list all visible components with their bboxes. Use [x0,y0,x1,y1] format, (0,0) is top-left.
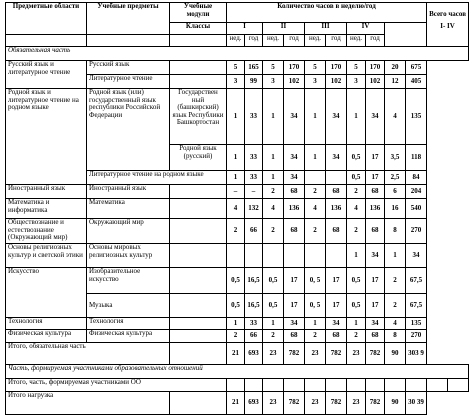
area-cell: Технология [6,318,87,330]
section-formed [6,365,469,379]
subject-cell: Родной язык (или) государственный язык республики Российской Федерации [87,89,170,171]
value-cell: 1 [263,89,284,145]
header-areas: Предметные области [6,3,87,35]
value-cell [284,244,305,268]
subject-cell: Иностранный язык [87,185,170,199]
value-cell: 16 [385,199,406,219]
value-cell: 23 [305,392,326,415]
value-cell: 136 [366,199,385,219]
value-cell: 3 [263,75,284,89]
value-cell [326,171,347,185]
value-cell: 34 [326,145,347,171]
subject-cell: Основы мировых религиозных культур [87,244,170,268]
area-cell: Итого, часть, формируемая участниками ОО [6,379,227,392]
value-cell: 34 [284,171,305,185]
value-cell: 1 [227,171,245,185]
value-cell: 102 [326,75,347,89]
value-cell: 1 [263,318,284,330]
value-cell: 1 [263,171,284,185]
value-cell: 2 [263,185,284,199]
table-row [6,268,469,294]
area-cell: Основы религиозных культур и светской этики [6,244,87,268]
value-cell: 90 [385,392,406,415]
header-total [427,3,469,47]
value-cell: 2 [385,268,406,294]
value-cell: 8 [385,219,406,244]
value-cell: 5 [227,61,245,75]
value-cell: 23 [305,343,326,365]
value-cell: 4 [305,199,326,219]
value-cell: 405 [406,75,427,89]
table-row [6,318,469,330]
value-cell: 17 [326,268,347,294]
value-cell: 0,5 [263,294,284,318]
value-cell: 20 [385,61,406,75]
value-cell: 693 [245,343,263,365]
header-classes: Классы [170,23,227,35]
value-cell: 16,5 [245,294,263,318]
value-cell: 34 [284,145,305,171]
value-cell: 0, 5 [305,294,326,318]
value-cell: 0,5 [227,294,245,318]
hdr-year-3: год [326,35,347,47]
value-cell: 23 [347,343,366,365]
value-cell: 3 [227,75,245,89]
value-cell: 2 [305,330,326,343]
value-cell: 2 [347,330,366,343]
value-cell: 1 [263,145,284,171]
subject-cell: Окружающий мир [87,219,170,244]
value-cell: 90 [385,343,406,365]
hdr-year-4: год [366,35,385,47]
module-cell: Родной язык (русский) [170,145,227,171]
value-cell: 782 [366,392,385,415]
value-cell: 3,5 [385,145,406,171]
value-cell: 165 [245,61,263,75]
area-cell: Искусство [6,268,87,318]
value-cell: 8 [385,330,406,343]
value-cell: 21 [227,343,245,365]
module-cell: Государствен ный (башкирский) язык Республики Башкортостан [170,89,227,145]
value-cell: 6 [385,185,406,199]
value-cell: 693 [245,392,263,415]
value-cell: 34 [406,244,427,268]
value-cell: 2,5 [385,171,406,185]
value-cell: 21 [227,392,245,415]
value-cell: 782 [326,343,347,365]
value-cell: 68 [284,185,305,199]
value-cell: 2 [385,294,406,318]
value-cell: 0,5 [227,268,245,294]
header-total-label: Всего часов [429,10,466,18]
subject-cell: Физическая культура [87,330,170,343]
value-cell: 5 [347,61,366,75]
hdr-week-4: нед. [347,35,366,47]
hdr-year-2: год [284,35,305,47]
value-cell: 2 [347,185,366,199]
table-row [6,330,469,343]
value-cell: 170 [326,61,347,75]
table-row [6,61,469,75]
table-row [6,379,469,392]
value-cell: 2 [347,219,366,244]
value-cell: 303 9 [406,343,427,365]
value-cell: 66 [245,330,263,343]
value-cell: 136 [326,199,347,219]
subject-cell: Изобразительное искусство [87,268,170,294]
value-cell: 68 [284,330,305,343]
value-cell: 132 [245,199,263,219]
table-row [6,219,469,244]
value-cell: 23 [263,392,284,415]
value-cell: 33 [245,145,263,171]
value-cell: 68 [366,185,385,199]
value-cell: 1 [347,244,366,268]
area-cell: Родной язык и литературное чтение на родном языке [6,89,87,185]
value-cell: 33 [245,89,263,145]
hdr-week-2: нед. [263,35,284,47]
header-grade-4: IV [347,23,385,35]
value-cell: – [227,185,245,199]
value-cell: 23 [263,343,284,365]
hdr-year-1: год [245,35,263,47]
value-cell: 1 [227,145,245,171]
header-total-range: I- IV [440,21,455,30]
value-cell: 102 [366,75,385,89]
value-cell: 2 [263,219,284,244]
value-cell: 67,5 [406,268,427,294]
value-cell: 33 [245,171,263,185]
value-cell: 170 [284,61,305,75]
value-cell [326,244,347,268]
section-mandatory [6,47,469,61]
value-cell: 68 [284,219,305,244]
value-cell [305,171,326,185]
header-modules: Учебные модули [170,3,227,23]
area-cell: Математика и информатика [6,199,87,219]
value-cell: 4 [263,199,284,219]
curriculum-table [5,2,469,415]
value-cell: 0,5 [347,171,366,185]
area-cell: Итого нагрузка [6,392,170,415]
value-cell: 782 [284,343,305,365]
value-cell: 2 [227,219,245,244]
value-cell: 1 [227,318,245,330]
value-cell: 270 [406,219,427,244]
value-cell: 782 [284,392,305,415]
value-cell: 30 39 [406,392,427,415]
value-cell: 118 [406,145,427,171]
table-row [6,185,469,199]
subject-cell: Литературное чтение [87,75,170,89]
table-row [6,392,469,415]
value-cell: – [245,185,263,199]
value-cell: 68 [326,330,347,343]
value-cell: 99 [245,75,263,89]
area-cell: Иностранный язык [6,185,87,199]
value-cell: 17 [326,294,347,318]
value-cell: 17 [366,145,385,171]
table-row [6,89,469,145]
table-row [6,343,469,365]
value-cell: 782 [326,392,347,415]
value-cell: 66 [245,219,263,244]
section-mandatory-label: Обязательная часть [6,47,469,61]
value-cell: 17 [284,294,305,318]
value-cell [305,244,326,268]
value-cell: 12 [385,75,406,89]
value-cell: 782 [366,343,385,365]
value-cell: 34 [366,318,385,330]
header-grade-1: I [227,23,263,35]
value-cell: 68 [366,219,385,244]
value-cell: 23 [347,392,366,415]
value-cell: 34 [366,244,385,268]
area-cell: Физическая культура [6,330,87,343]
value-cell: 540 [406,199,427,219]
value-cell [227,244,245,268]
header-grade-2: II [263,23,305,35]
header-row-1 [6,3,469,23]
value-cell: 84 [406,171,427,185]
value-cell: 1 [347,89,366,145]
value-cell: 2 [263,330,284,343]
value-cell: 0,5 [347,294,366,318]
value-cell: 3 [347,75,366,89]
value-cell [263,244,284,268]
value-cell: 102 [284,75,305,89]
header-row-3 [6,35,469,47]
value-cell: 2 [227,330,245,343]
section-formed-label: Часть, формируемая участниками образовательных отношений [6,365,469,379]
subject-cell: Технология [87,318,170,330]
value-cell: 68 [326,185,347,199]
value-cell: 17 [284,268,305,294]
value-cell: 67,5 [406,294,427,318]
subject-cell: Литературное чтение на родном языке [87,171,227,185]
area-cell: Итого, обязательная часть [6,343,170,365]
value-cell: 4 [385,89,406,145]
value-cell: 1 [227,89,245,145]
value-cell: 5 [263,61,284,75]
value-cell: 1 [305,318,326,330]
value-cell: 4 [227,199,245,219]
value-cell: 4 [347,199,366,219]
value-cell: 204 [406,185,427,199]
area-cell: Обществознание и естествознание (Окружающий мир) [6,219,87,244]
value-cell: 1 [305,145,326,171]
value-cell: 0,5 [263,268,284,294]
value-cell: 34 [284,89,305,145]
value-cell: 1 [305,89,326,145]
hdr-week-1: нед. [227,35,245,47]
subject-cell: Русский язык [87,61,170,75]
value-cell: 34 [284,318,305,330]
value-cell: 170 [366,61,385,75]
header-subjects: Учебные предметы [87,3,170,35]
value-cell: 34 [326,318,347,330]
area-cell: Русский язык и литературное чтение [6,61,87,89]
value-cell: 0, 5 [305,268,326,294]
value-cell: 33 [245,318,263,330]
table-row [6,244,469,268]
table-row [6,199,469,219]
value-cell: 0,5 [347,268,366,294]
value-cell: 3 [305,75,326,89]
subject-cell: Математика [87,199,170,219]
value-cell: 34 [366,89,385,145]
value-cell: 270 [406,330,427,343]
value-cell: 1 [385,244,406,268]
value-cell: 68 [326,219,347,244]
header-grade-3: III [305,23,347,35]
value-cell: 68 [366,330,385,343]
value-cell: 135 [406,318,427,330]
value-cell: 17 [366,171,385,185]
value-cell: 675 [406,61,427,75]
value-cell: 16,5 [245,268,263,294]
value-cell: 1 [347,318,366,330]
value-cell: 0,5 [347,145,366,171]
subject-cell: Музыка [87,294,170,318]
hdr-week-3: нед. [305,35,326,47]
value-cell: 34 [326,89,347,145]
value-cell: 136 [284,199,305,219]
value-cell: 4 [385,318,406,330]
value-cell: 2 [305,219,326,244]
value-cell [245,244,263,268]
value-cell: 2 [305,185,326,199]
header-hours: Количество часов в неделю/год [227,3,427,23]
value-cell: 17 [366,294,385,318]
value-cell: 135 [406,89,427,145]
value-cell: 5 [305,61,326,75]
value-cell: 17 [366,268,385,294]
